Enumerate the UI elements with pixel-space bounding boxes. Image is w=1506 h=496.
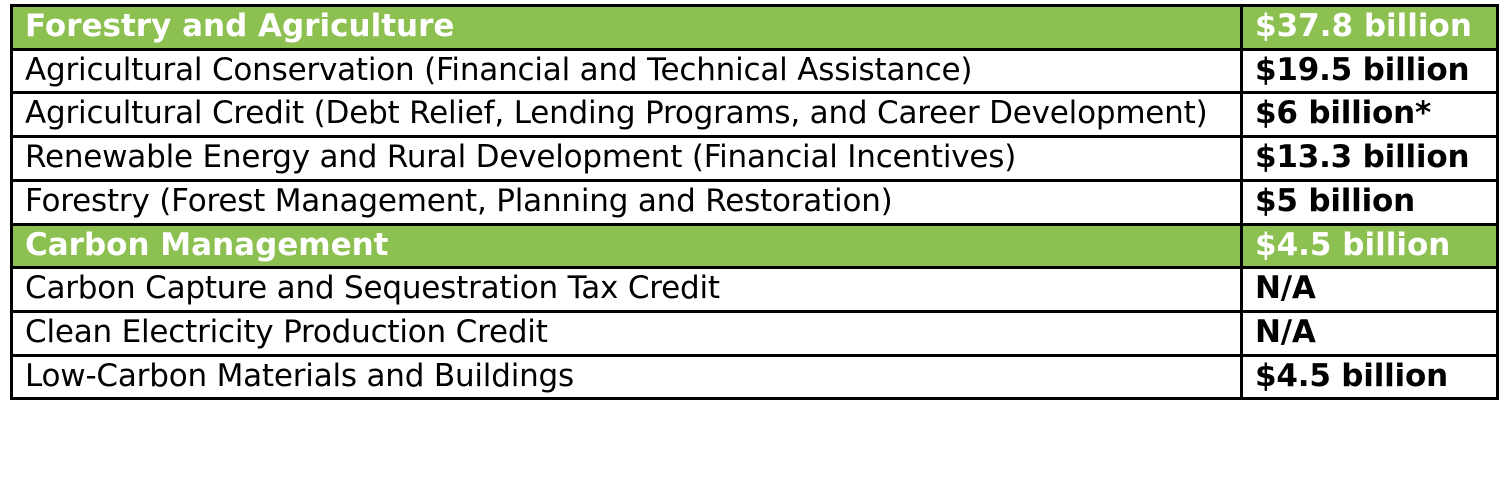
table-row xyxy=(12,180,1498,224)
row-label: Carbon Capture and Sequestration Tax Credit xyxy=(12,268,1242,312)
row-value: $5 billion xyxy=(1242,180,1498,224)
section-label: Forestry and Agriculture xyxy=(12,6,1242,50)
section-value: $37.8 billion xyxy=(1242,6,1498,50)
row-value: N/A xyxy=(1242,268,1498,312)
row-value: $4.5 billion xyxy=(1242,355,1498,399)
row-value: N/A xyxy=(1242,312,1498,356)
row-value: $19.5 billion xyxy=(1242,49,1498,93)
budget-table-body xyxy=(12,6,1498,399)
table-row xyxy=(12,137,1498,181)
table-row xyxy=(12,312,1498,356)
row-label: Agricultural Credit (Debt Relief, Lending Programs, and Career Development) xyxy=(12,93,1242,137)
row-label: Low-Carbon Materials and Buildings xyxy=(12,355,1242,399)
section-value: $4.5 billion xyxy=(1242,224,1498,268)
table-section-row xyxy=(12,6,1498,50)
table-row xyxy=(12,49,1498,93)
row-label: Renewable Energy and Rural Development (Financial Incentives) xyxy=(12,137,1242,181)
row-value: $6 billion* xyxy=(1242,93,1498,137)
budget-table xyxy=(10,4,1499,400)
table-section-row xyxy=(12,224,1498,268)
table-row xyxy=(12,355,1498,399)
row-label: Forestry (Forest Management, Planning and Restoration) xyxy=(12,180,1242,224)
row-label: Clean Electricity Production Credit xyxy=(12,312,1242,356)
table-row xyxy=(12,268,1498,312)
section-label: Carbon Management xyxy=(12,224,1242,268)
row-label: Agricultural Conservation (Financial and Technical Assistance) xyxy=(12,49,1242,93)
table-row xyxy=(12,93,1498,137)
row-value: $13.3 billion xyxy=(1242,137,1498,181)
